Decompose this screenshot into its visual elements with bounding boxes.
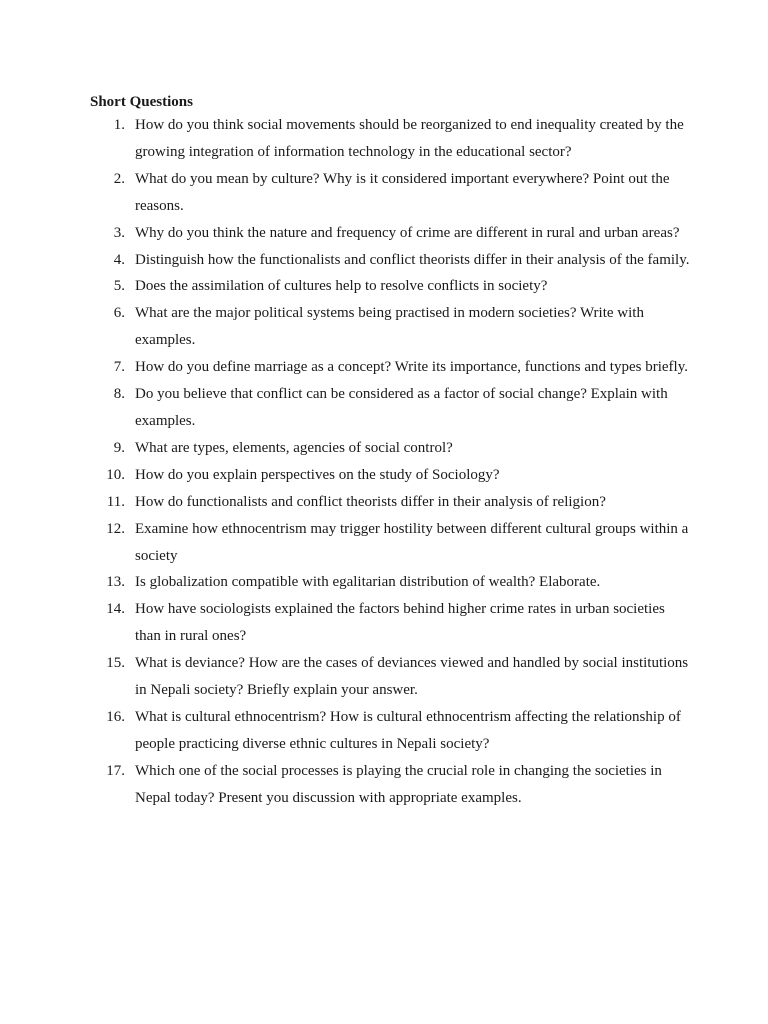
question-number: 16. xyxy=(106,708,125,725)
question-number: 3. xyxy=(113,224,125,241)
question-text: Which one of the social processes is playing the crucial role in changing the societies in Nepal today? Present you discussion with appropriate examples. xyxy=(135,762,662,806)
question-list xyxy=(90,112,690,812)
question-text: What is deviance? How are the cases of deviances viewed and handled by social institutions in Nepali society? Briefly explain your answer. xyxy=(135,655,689,699)
question-item xyxy=(90,300,690,354)
question-text: How do you explain perspectives on the study of Sociology? xyxy=(135,466,500,483)
question-item xyxy=(90,758,690,812)
question-number: 10. xyxy=(106,466,125,483)
question-number: 12. xyxy=(106,520,125,537)
question-text: How have sociologists explained the factors behind higher crime rates in urban societies than in rural ones? xyxy=(135,601,665,645)
question-number: 7. xyxy=(113,359,125,376)
question-item xyxy=(90,220,690,247)
question-number: 11. xyxy=(106,493,125,510)
question-text: Examine how ethnocentrism may trigger hostility between different cultural groups within a society xyxy=(135,520,689,564)
question-number: 4. xyxy=(113,251,125,268)
question-text: What are types, elements, agencies of social control? xyxy=(135,439,453,456)
question-item xyxy=(90,569,690,596)
question-text: Does the assimilation of cultures help to resolve conflicts in society? xyxy=(135,278,548,295)
question-text: Distinguish how the functionalists and conflict theorists differ in their analysis of the family. xyxy=(135,251,690,268)
question-item xyxy=(90,704,690,758)
question-number: 8. xyxy=(113,386,125,403)
question-number: 6. xyxy=(113,305,125,322)
question-text: What do you mean by culture? Why is it considered important everywhere? Point out the reasons. xyxy=(135,170,670,214)
question-item xyxy=(90,354,690,381)
question-text: How do functionalists and conflict theorists differ in their analysis of religion? xyxy=(135,493,606,510)
question-item xyxy=(90,381,690,435)
question-number: 5. xyxy=(113,278,125,295)
question-item xyxy=(90,650,690,704)
question-number: 15. xyxy=(106,655,125,672)
question-number: 13. xyxy=(106,574,125,591)
question-text: Is globalization compatible with egalitarian distribution of wealth? Elaborate. xyxy=(135,574,601,591)
question-text: What is cultural ethnocentrism? How is cultural ethnocentrism affecting the relationship of people practicing diverse ethnic cultures in Nepali society? xyxy=(135,708,681,752)
question-item xyxy=(90,112,690,166)
question-number: 2. xyxy=(113,170,125,187)
question-text: Why do you think the nature and frequency of crime are different in rural and urban areas? xyxy=(135,224,680,241)
question-number: 1. xyxy=(113,117,125,133)
question-number: 17. xyxy=(106,762,125,779)
question-text: Do you believe that conflict can be considered as a factor of social change? Explain with examples. xyxy=(135,386,668,429)
question-item xyxy=(90,273,690,300)
question-item xyxy=(90,166,690,220)
question-text: How do you define marriage as a concept? Write its importance, functions and types briefly. xyxy=(135,359,688,376)
question-item xyxy=(90,516,690,570)
question-text: How do you think social movements should be reorganized to end inequality created by the growing integration of information technology in the educational sector? xyxy=(135,117,684,160)
question-number: 14. xyxy=(106,601,125,618)
question-item xyxy=(90,247,690,274)
question-number: 9. xyxy=(113,439,125,456)
question-text: What are the major political systems being practised in modern societies? Write with examples. xyxy=(135,305,644,349)
document-page xyxy=(90,92,690,812)
question-item xyxy=(90,489,690,516)
question-item xyxy=(90,596,690,650)
question-item xyxy=(90,462,690,489)
section-title: Short Questions xyxy=(90,94,193,110)
question-item xyxy=(90,435,690,462)
